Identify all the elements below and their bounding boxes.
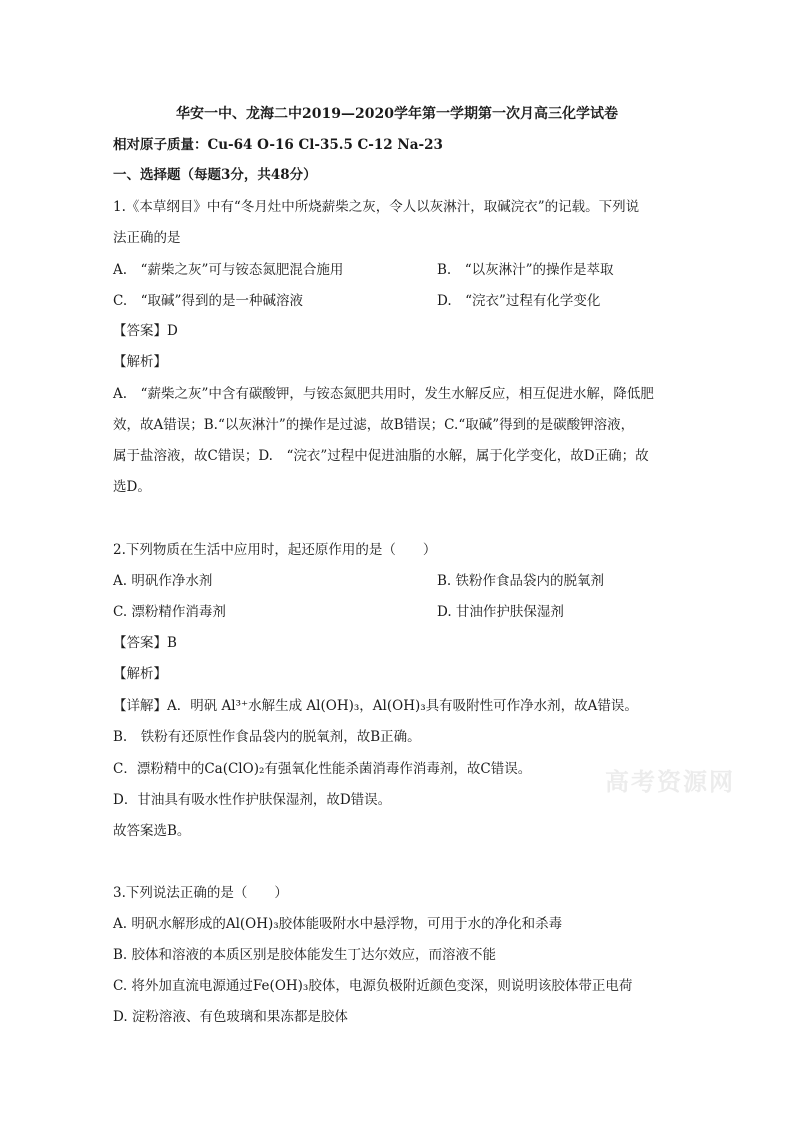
q2-detail-line3: C．漂粉精中的Ca(ClO)₂有强氧化性能杀菌消毒作消毒剂，故C错误。 (113, 761, 532, 777)
exam-title: 华安一中、龙海二中2019—2020学年第一学期第一次月高三化学试卷 (176, 106, 618, 122)
q2-answer: 【答案】B (113, 635, 177, 651)
q3-option-d: D. 淀粉溶液、有色玻璃和果冻都是胶体 (113, 1009, 348, 1025)
q3-option-c: C. 将外加直流电源通过Fe(OH)₃胶体，电源负极附近颜色变深，则说明该胶体带正电荷 (113, 978, 633, 994)
q1-analysis-line1: A. “薪柴之灰”中含有碳酸钾，与铵态氮肥共用时，发生水解反应，相互促进水解，降低肥 (113, 386, 654, 402)
q1-option-a: A. “薪柴之灰”可与铵态氮肥混合施用 (113, 262, 344, 278)
atomic-mass-line: 相对原子质量：Cu-64 O-16 Cl-35.5 C-12 Na-23 (113, 137, 443, 153)
q3-stem: 3.下列说法正确的是（ ） (113, 885, 288, 901)
q3-option-a: A. 明矾水解形成的Al(OH)₃胶体能吸附水中悬浮物，可用于水的净化和杀毒 (113, 916, 563, 932)
q2-conclusion: 故答案选B。 (113, 823, 191, 839)
q2-option-d: D. 甘油作护肤保湿剂 (437, 604, 564, 620)
q2-option-c: C. 漂粉精作消毒剂 (113, 604, 226, 620)
q1-stem-line1: 1.《本草纲目》中有“冬月灶中所烧薪柴之灰，令人以灰淋汁，取碱浣衣”的记载。下列说 (113, 199, 640, 215)
q2-detail-line2: B. 铁粉有还原性作食品袋内的脱氧剂，故B正确。 (113, 729, 421, 745)
q1-analysis-label: 【解析】 (113, 354, 167, 370)
q2-detail-line1: 【详解】A．明矾 Al³⁺水解生成 Al(OH)₃，Al(OH)₃具有吸附性可作净水剂，故A错误。 (113, 698, 638, 714)
q1-analysis-line2: 效，故A错误；B.“以灰淋汁”的操作是过滤，故B错误；C.“取碱”得到的是碳酸钾溶液， (113, 417, 635, 433)
q2-option-a: A. 明矾作净水剂 (113, 573, 213, 589)
q2-detail-line4: D．甘油具有吸水性作护肤保湿剂，故D错误。 (113, 792, 392, 808)
q1-option-b: B. “以灰淋汁”的操作是萃取 (437, 262, 614, 278)
q1-analysis-line3: 属于盐溶液，故C错误；D. “浣衣”过程中促进油脂的水解，属于化学变化，故D正确；故 (113, 448, 649, 464)
q2-stem: 2.下列物质在生活中应用时，起还原作用的是（ ） (113, 542, 437, 558)
q2-analysis-label: 【解析】 (113, 666, 167, 682)
watermark: 高考资源网 (605, 767, 735, 796)
q1-analysis-line4: 选D。 (113, 479, 151, 495)
q1-option-c: C. “取碱”得到的是一种碱溶液 (113, 293, 303, 309)
q1-answer: 【答案】D (113, 323, 178, 339)
q1-option-d: D. “浣衣”过程有化学变化 (437, 293, 601, 309)
q2-option-b: B. 铁粉作食品袋内的脱氧剂 (437, 573, 605, 589)
q1-stem-line2: 法正确的是 (113, 230, 181, 246)
q3-option-b: B. 胶体和溶液的本质区别是胶体能发生丁达尔效应，而溶液不能 (113, 947, 497, 963)
section-heading: 一、选择题（每题3分，共48分） (113, 167, 317, 183)
